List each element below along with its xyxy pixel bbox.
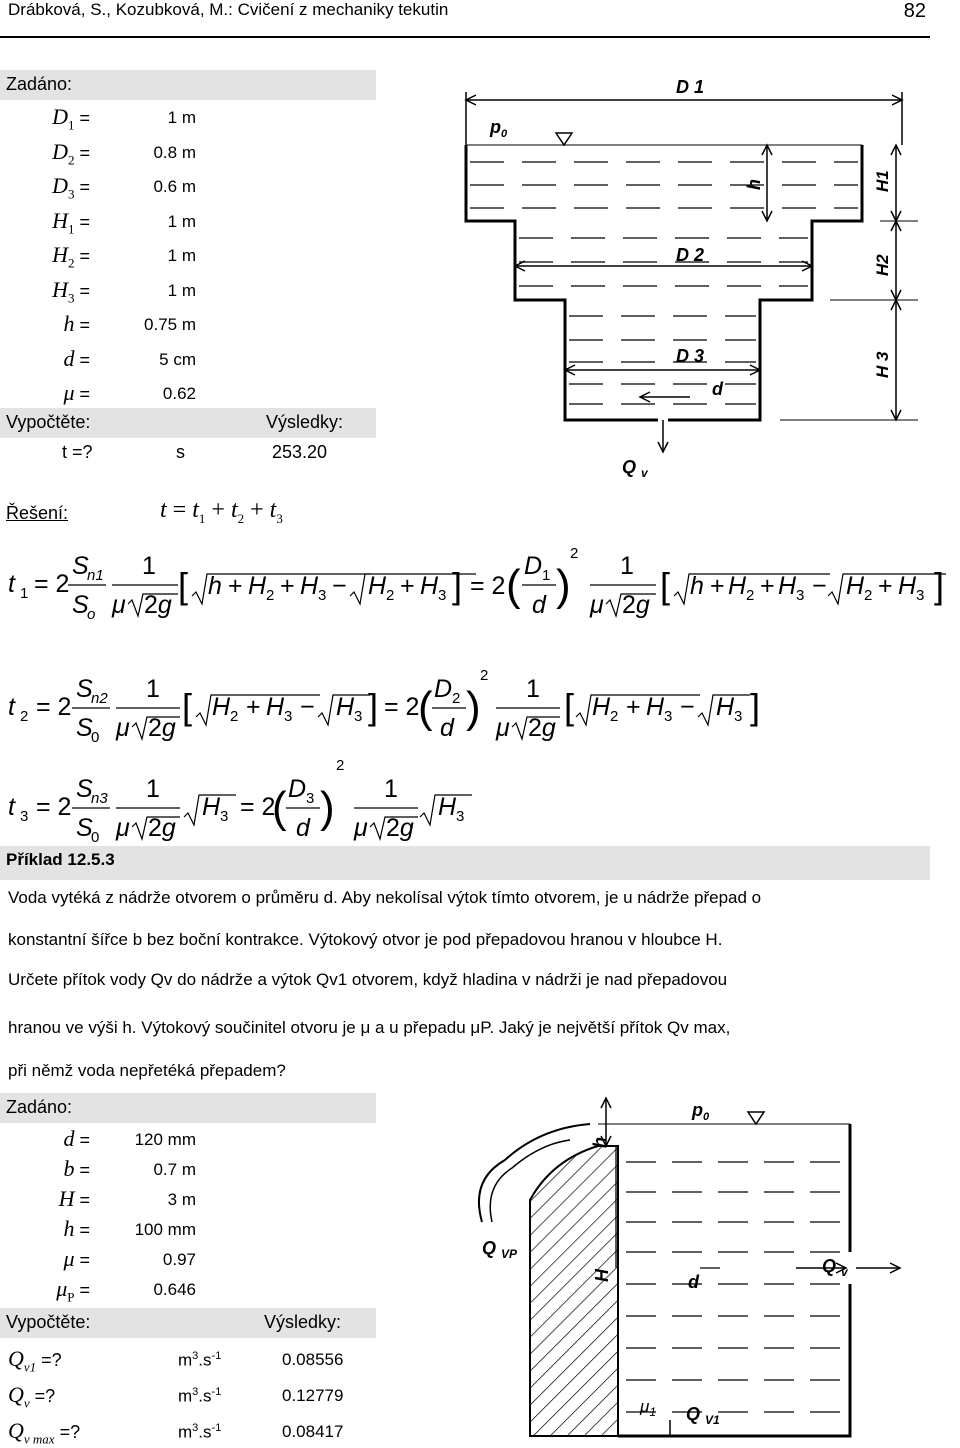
given2-row-value: 0.97 (162, 1250, 196, 1269)
svg-text:2: 2 (452, 690, 461, 707)
results-label-2: Výsledky: (264, 1312, 342, 1332)
svg-text:= 2: = 2 (470, 572, 506, 600)
svg-text:μ: μ (112, 591, 126, 619)
svg-text:): ) (466, 683, 481, 732)
given-row-value: 0.62 (162, 384, 196, 403)
fig2-label-p0: $p_0$ (692, 1100, 710, 1123)
unit-s: s (176, 442, 185, 462)
svg-text:2: 2 (266, 587, 275, 604)
given-row-value: 0.8 m (153, 142, 196, 162)
svg-text:3: 3 (438, 587, 447, 604)
problem-text-line-5: při němž voda nepřetéká přepadem? (8, 1061, 286, 1080)
svg-text:3: 3 (456, 808, 465, 825)
svg-text:μ: μ (590, 591, 604, 619)
svg-text:d: d (440, 714, 454, 742)
svg-text:t: t (8, 570, 15, 598)
svg-text:[: [ (660, 565, 671, 606)
svg-text:2: 2 (20, 708, 29, 725)
svg-text:2: 2 (570, 545, 579, 562)
given-row-value: 1 m (167, 211, 196, 231)
compute-label-2: Vypočtěte: (6, 1312, 91, 1332)
svg-text:+: + (228, 572, 243, 600)
overflow-figure (470, 1090, 930, 1448)
svg-text:H: H (202, 793, 221, 821)
label-H3: H 3 (873, 351, 892, 378)
svg-text:1: 1 (146, 675, 160, 703)
svg-text:(: ( (506, 561, 521, 610)
example-title-band (0, 846, 930, 880)
svg-text:−: − (300, 693, 315, 721)
svg-text:S: S (76, 675, 93, 703)
svg-text:H: H (248, 572, 267, 600)
example-title: Příklad 12.5.3 (6, 850, 115, 869)
given-row-value: 0.6 m (153, 177, 196, 196)
unknown-unit: $m^3.s^{-1}$ (178, 1386, 222, 1406)
tank-figure (460, 70, 930, 490)
svg-text:H: H (266, 693, 285, 721)
svg-text:H: H (592, 693, 611, 721)
fig2-label-d: d (688, 1272, 699, 1292)
result-t: 253.20 (272, 442, 328, 462)
header-rule (0, 36, 930, 38)
svg-text:2: 2 (230, 708, 239, 725)
svg-text:2: 2 (864, 587, 873, 604)
svg-text:μ: μ (116, 814, 130, 842)
svg-text:): ) (556, 561, 571, 610)
svg-text:μ: μ (496, 714, 510, 742)
given-row-value: 1 m (167, 108, 196, 127)
label-D3: D 3 (676, 346, 705, 366)
svg-text:0: 0 (91, 829, 100, 846)
svg-text:d: d (296, 814, 310, 842)
given2-row-value: 0.646 (153, 1280, 196, 1299)
svg-text:S: S (76, 714, 93, 742)
svg-text:2: 2 (746, 587, 755, 604)
problem-text-line-4: hranou ve výši h. Výtokový součinitel otvoru je μ a u přepadu μP. Jaký je největší přítok Qv max, (8, 1018, 731, 1037)
results-label: Výsledky: (266, 412, 344, 432)
svg-text:]: ] (368, 686, 379, 727)
fig2-label-H: H (592, 1269, 612, 1282)
svg-text:H: H (336, 693, 355, 721)
svg-text:+: + (280, 572, 295, 600)
given-row-symbol: $D_1$ = (52, 104, 90, 133)
svg-text:n2: n2 (91, 690, 108, 707)
svg-text:1: 1 (384, 775, 398, 803)
svg-text:D: D (288, 775, 307, 803)
given-label-2: Zadáno: (6, 1097, 73, 1117)
svg-text:H: H (778, 572, 797, 600)
unknown-result: 0.08556 (282, 1350, 344, 1369)
formula-t-sum: $t = t_1 + t_2 + t_3$ (160, 497, 283, 526)
svg-text:n3: n3 (91, 790, 108, 807)
given2-row-symbol: d = (63, 1126, 90, 1151)
svg-text:0: 0 (91, 729, 100, 746)
unknown-unit: $m^3.s^{-1}$ (178, 1422, 222, 1442)
svg-text:2: 2 (480, 667, 489, 684)
svg-text:]: ] (750, 686, 761, 727)
svg-text:1: 1 (146, 775, 160, 803)
label-D1: D 1 (676, 77, 705, 97)
svg-text:+: + (710, 572, 725, 600)
unknown-t: t =? (62, 442, 93, 462)
document-header-title: Drábková, S., Kozubková, M.: Cvičení z mechaniky tekutin (8, 0, 449, 19)
label-d: d (712, 379, 723, 399)
svg-text:3: 3 (664, 708, 673, 725)
svg-text:1: 1 (142, 552, 156, 580)
svg-text:2: 2 (386, 587, 395, 604)
svg-text:2g: 2g (386, 814, 414, 842)
svg-text:2g: 2g (622, 591, 650, 619)
svg-text:3: 3 (306, 790, 315, 807)
svg-text:[: [ (182, 686, 193, 727)
given-label: Zadáno: (6, 74, 73, 94)
unknown-unit: $m^3.s^{-1}$ (178, 1350, 222, 1370)
problem-text-line-1: Voda vytéká z nádrže otvorem o průměru d. Aby nekolísal výtok tímto otvorem, je u nádrže přepad o (8, 888, 762, 907)
svg-text:H: H (646, 693, 665, 721)
given-row-symbol: $H_1$ = (52, 207, 90, 236)
svg-text:[: [ (178, 565, 189, 606)
svg-text:+: + (400, 572, 415, 600)
svg-text:−: − (680, 693, 695, 721)
svg-text:S: S (72, 552, 89, 580)
svg-text:= 2: = 2 (384, 693, 420, 721)
svg-text:2g: 2g (148, 714, 176, 742)
svg-text:(: ( (418, 683, 433, 732)
given-row-symbol: d = (63, 345, 90, 371)
svg-text:3: 3 (284, 708, 293, 725)
svg-text:3: 3 (20, 808, 29, 825)
svg-text:= 2: = 2 (36, 693, 72, 721)
unknown-symbol: $Q_v$ =? (8, 1382, 56, 1411)
problem-text-line-3: Určete přítok vody Qv do nádrže a výtok Qv1 otvorem, když hladina v nádrži je nad přepadovou (8, 970, 728, 989)
given-row-symbol: $D_2$ = (52, 138, 90, 167)
svg-text:= 2: = 2 (36, 793, 72, 821)
svg-text:+: + (878, 572, 893, 600)
svg-text:H: H (368, 572, 387, 600)
given2-row-value: 100 mm (134, 1220, 196, 1239)
svg-text:d: d (532, 591, 546, 619)
svg-text:o: o (87, 606, 96, 623)
label-H2: H2 (873, 254, 892, 276)
svg-text:2: 2 (336, 757, 345, 774)
svg-text:t: t (8, 693, 15, 721)
svg-text:S: S (76, 775, 93, 803)
given2-row-symbol: h = (63, 1216, 90, 1241)
svg-text:3: 3 (318, 587, 327, 604)
svg-text:3: 3 (354, 708, 363, 725)
given-row-value: 5 cm (159, 349, 196, 369)
svg-text:): ) (320, 783, 335, 832)
label-D2: D 2 (676, 245, 705, 265)
label-H1: H1 (873, 170, 892, 192)
page-number: 82 (903, 0, 926, 22)
svg-text:−: − (332, 572, 347, 600)
label-h: h (744, 179, 764, 190)
svg-text:]: ] (452, 565, 463, 606)
svg-text:−: − (812, 572, 827, 600)
label-Qv: Q $_v$ (622, 457, 648, 480)
unknown-result: 0.12779 (282, 1386, 344, 1405)
svg-text:2g: 2g (528, 714, 556, 742)
svg-text:+: + (246, 693, 261, 721)
svg-text:H: H (212, 693, 231, 721)
svg-text:H: H (716, 693, 735, 721)
svg-text:D: D (524, 552, 543, 580)
fig2-label-h: h (590, 1137, 610, 1148)
svg-text:1: 1 (542, 567, 551, 584)
fig2-label-QVP: Q $_{VP}$ (482, 1238, 518, 1261)
svg-text:n1: n1 (87, 567, 104, 584)
svg-text:2g: 2g (144, 591, 172, 619)
given-row-symbol: $D_3$ = (52, 173, 90, 202)
given2-row-symbol: H = (58, 1186, 90, 1211)
given-row-symbol: h = (63, 311, 90, 336)
given2-row-symbol: μ = (63, 1246, 90, 1271)
given-row-symbol: μ = (63, 380, 90, 405)
svg-text:3: 3 (734, 708, 743, 725)
unknown-symbol: $Q_{v max}$ =? (8, 1418, 81, 1447)
svg-text:t: t (8, 793, 15, 821)
svg-text:+: + (760, 572, 775, 600)
svg-text:H: H (438, 793, 457, 821)
given2-row-symbol: b = (63, 1156, 90, 1181)
svg-text:[: [ (564, 686, 575, 727)
svg-text:3: 3 (916, 587, 925, 604)
given2-row-value: 0.7 m (153, 1160, 196, 1179)
fig2-label-mu1: $\mu_1$ (640, 1397, 657, 1419)
svg-text:1: 1 (620, 552, 634, 580)
svg-text:1: 1 (20, 585, 29, 602)
svg-text:H: H (728, 572, 747, 600)
svg-text:2g: 2g (148, 814, 176, 842)
given-row-value: 1 m (167, 246, 196, 265)
formula-block (0, 540, 960, 860)
given-row-symbol: $H_3$ = (52, 276, 90, 305)
problem-text-line-2: konstantní šířce b bez boční kontrakce. Výtokový otvor je pod přepadovou hranou v hloubce H. (8, 930, 723, 949)
given-row-symbol: $H_2$ = (52, 242, 90, 271)
fig2-label-QV1: Q $_{V1}$ (686, 1404, 720, 1427)
svg-text:H: H (898, 572, 917, 600)
svg-text:S: S (76, 814, 93, 842)
label-p0: $p_0$ (490, 117, 508, 140)
svg-text:H: H (420, 572, 439, 600)
fig2-label-Qv: Q $_v$ (822, 1256, 848, 1279)
svg-text:= 2: = 2 (34, 570, 70, 598)
given-row-value: 0.75 m (144, 315, 196, 334)
svg-text:+: + (626, 693, 641, 721)
svg-text:= 2: = 2 (240, 793, 276, 821)
solution-label: Řešení: (6, 503, 69, 523)
svg-text:(: ( (272, 783, 287, 832)
svg-text:2: 2 (610, 708, 619, 725)
svg-text:]: ] (934, 565, 945, 606)
compute-label: Vypočtěte: (6, 412, 91, 432)
svg-text:3: 3 (220, 808, 229, 825)
given-row-value: 1 m (167, 280, 196, 300)
svg-text:D: D (434, 675, 453, 703)
given2-row-value: 120 mm (134, 1130, 196, 1149)
svg-text:S: S (72, 591, 89, 619)
svg-text:H: H (846, 572, 865, 600)
svg-text:h: h (690, 572, 704, 600)
svg-text:h: h (208, 572, 222, 600)
unknown-result: 0.08417 (282, 1422, 344, 1441)
svg-text:1: 1 (526, 675, 540, 703)
given2-row-symbol: $\mu_P$ = (56, 1276, 90, 1305)
svg-text:μ: μ (354, 814, 368, 842)
unknown-symbol: $Q_{v1}$ =? (8, 1346, 62, 1375)
svg-text:H: H (300, 572, 319, 600)
svg-text:μ: μ (116, 714, 130, 742)
given2-row-value: 3 m (167, 1190, 196, 1209)
svg-text:3: 3 (796, 587, 805, 604)
